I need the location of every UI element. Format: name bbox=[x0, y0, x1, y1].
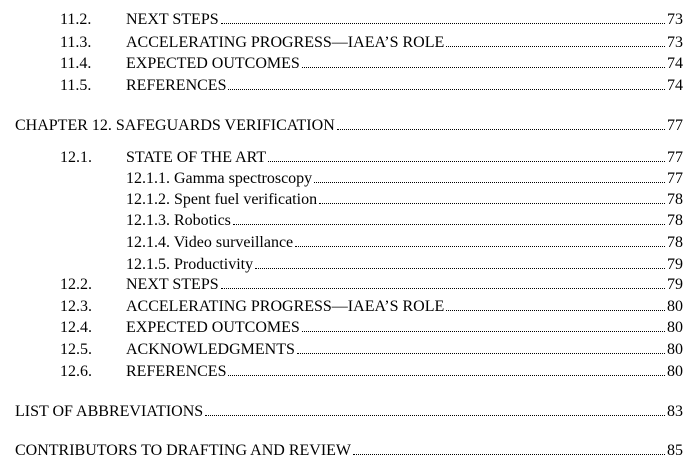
toc-entry-12-6[interactable] bbox=[60, 362, 683, 382]
dot-leader bbox=[302, 331, 665, 332]
dot-leader bbox=[221, 23, 665, 24]
toc-entry-chapter-12[interactable] bbox=[15, 116, 683, 136]
dot-leader bbox=[233, 224, 665, 225]
toc-entry-12-4[interactable] bbox=[60, 318, 683, 338]
toc-entry-12-1-5[interactable] bbox=[126, 255, 683, 275]
toc-entry-11-3[interactable] bbox=[60, 33, 683, 53]
section-number: 11.3. bbox=[60, 34, 92, 51]
page-number: 79 bbox=[667, 256, 683, 273]
section-title: ACCELERATING PROGRESS—IAEA’S ROLE bbox=[126, 34, 445, 51]
page-number: 80 bbox=[667, 319, 683, 336]
toc-entry-12-1-4[interactable] bbox=[126, 233, 683, 253]
dot-leader bbox=[337, 129, 665, 130]
page-number: 78 bbox=[667, 212, 683, 229]
section-title: REFERENCES bbox=[126, 363, 227, 380]
dot-leader bbox=[297, 353, 665, 354]
toc-entry-12-3[interactable] bbox=[60, 297, 683, 317]
dot-leader bbox=[255, 268, 665, 269]
page-number: 74 bbox=[667, 55, 683, 72]
dot-leader bbox=[205, 415, 665, 416]
toc-entry-12-5[interactable] bbox=[60, 340, 683, 360]
toc-entry-12-1-2[interactable] bbox=[126, 190, 683, 210]
section-number: 12.6. bbox=[60, 363, 92, 380]
toc-entry-12-1-3[interactable] bbox=[126, 211, 683, 231]
section-number: 12.5. bbox=[60, 341, 92, 358]
page-number: 77 bbox=[667, 149, 683, 166]
dot-leader bbox=[446, 46, 665, 47]
subsection-title: 12.1.2. Spent fuel verification bbox=[126, 191, 318, 208]
subsection-title: 12.1.5. Productivity bbox=[126, 256, 254, 273]
section-number: 12.2. bbox=[60, 276, 92, 293]
page-number: 74 bbox=[667, 77, 683, 94]
subsection-title: 12.1.1. Gamma spectroscopy bbox=[126, 170, 313, 187]
page-number: 73 bbox=[667, 11, 683, 28]
section-title: NEXT STEPS bbox=[126, 276, 219, 293]
chapter-title: CHAPTER 12. SAFEGUARDS VERIFICATION bbox=[15, 117, 335, 134]
section-title: REFERENCES bbox=[126, 77, 227, 94]
subsection-title: 12.1.3. Robotics bbox=[126, 212, 231, 229]
section-title: NEXT STEPS bbox=[126, 11, 219, 28]
toc-entry-list-of-abbreviations[interactable] bbox=[15, 402, 683, 422]
toc-entry-12-1-1[interactable] bbox=[126, 169, 683, 189]
section-number: 11.4. bbox=[60, 55, 92, 72]
section-number: 12.1. bbox=[60, 149, 92, 166]
toc-entry-12-1[interactable] bbox=[60, 148, 683, 168]
page-number: 78 bbox=[667, 234, 683, 251]
page-number: 85 bbox=[667, 442, 683, 459]
page-number: 80 bbox=[667, 341, 683, 358]
section-number: 12.4. bbox=[60, 319, 92, 336]
dot-leader bbox=[228, 89, 665, 90]
toc-entry-11-5[interactable] bbox=[60, 76, 683, 96]
page-number: 77 bbox=[667, 117, 683, 134]
chapter-title: CONTRIBUTORS TO DRAFTING AND REVIEW bbox=[15, 442, 352, 459]
chapter-title: LIST OF ABBREVIATIONS bbox=[15, 403, 204, 420]
dot-leader bbox=[446, 310, 665, 311]
page-number: 73 bbox=[667, 34, 683, 51]
page-number: 79 bbox=[667, 276, 683, 293]
toc-entry-11-2[interactable] bbox=[60, 10, 683, 30]
section-title: STATE OF THE ART bbox=[126, 149, 267, 166]
section-number: 12.3. bbox=[60, 298, 92, 315]
page-number: 80 bbox=[667, 363, 683, 380]
dot-leader bbox=[295, 246, 665, 247]
toc-entry-11-4[interactable] bbox=[60, 54, 683, 74]
dot-leader bbox=[302, 67, 665, 68]
section-number: 11.5. bbox=[60, 77, 92, 94]
page-number: 80 bbox=[667, 298, 683, 315]
dot-leader bbox=[319, 203, 665, 204]
dot-leader bbox=[353, 454, 665, 455]
dot-leader bbox=[268, 161, 665, 162]
section-title: ACCELERATING PROGRESS—IAEA’S ROLE bbox=[126, 298, 445, 315]
toc-entry-12-2[interactable] bbox=[60, 275, 683, 295]
dot-leader bbox=[221, 288, 665, 289]
section-title: EXPECTED OUTCOMES bbox=[126, 55, 300, 72]
section-title: EXPECTED OUTCOMES bbox=[126, 319, 300, 336]
dot-leader bbox=[228, 375, 665, 376]
dot-leader bbox=[314, 182, 665, 183]
subsection-title: 12.1.4. Video surveillance bbox=[126, 234, 294, 251]
section-number: 11.2. bbox=[60, 11, 92, 28]
page-number: 77 bbox=[667, 170, 683, 187]
toc-entry-contributors[interactable] bbox=[15, 441, 683, 461]
page-number: 83 bbox=[667, 403, 683, 420]
page-number: 78 bbox=[667, 191, 683, 208]
section-title: ACKNOWLEDGMENTS bbox=[126, 341, 295, 358]
